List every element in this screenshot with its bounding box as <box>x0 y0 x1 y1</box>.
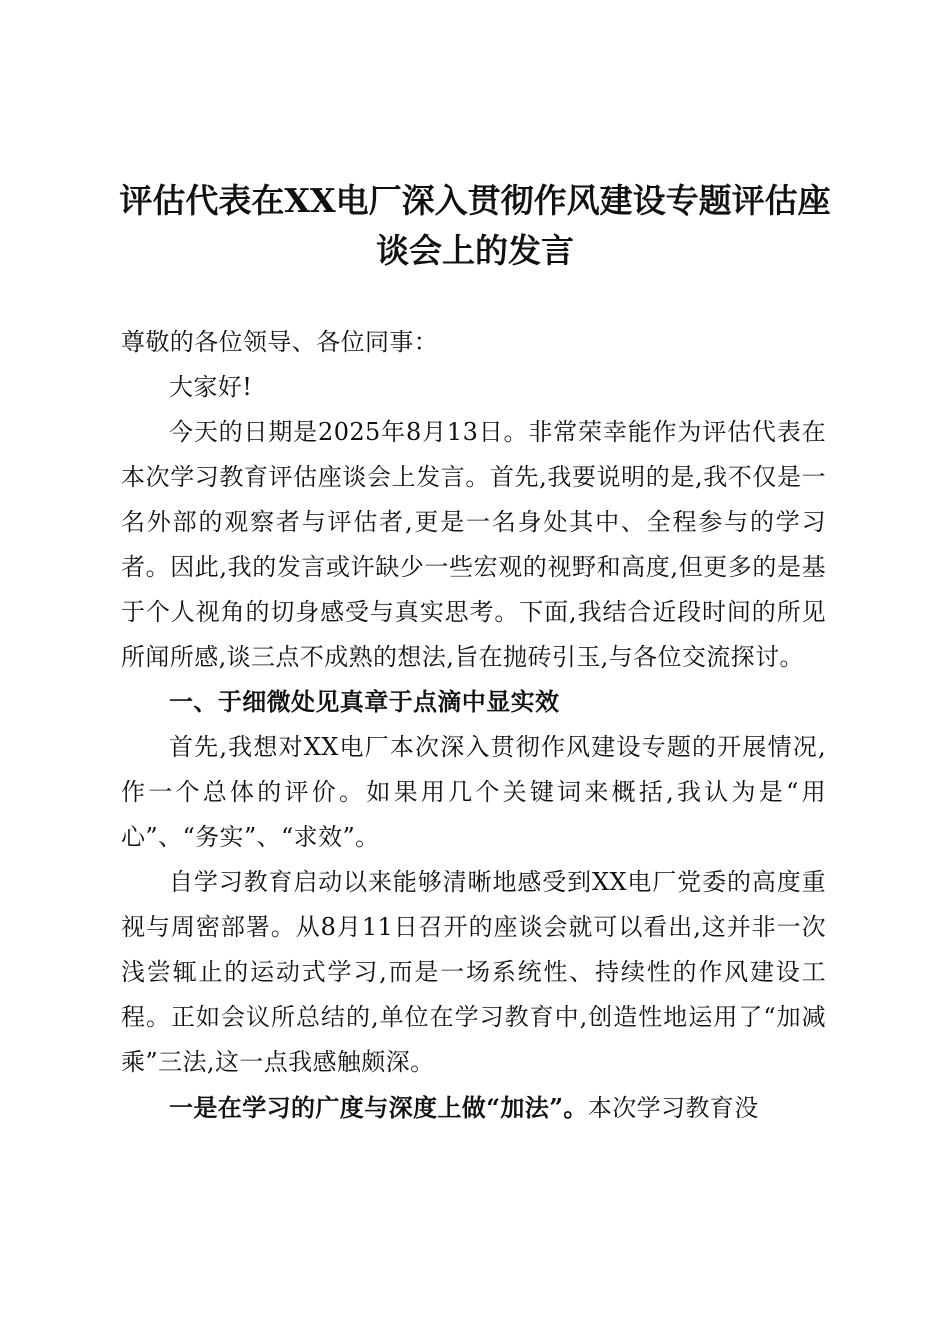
intro-paragraph: 今天的日期是2025年8月13日。非常荣幸能作为评估代表在本次学习教育评估座谈会上发言。首先,我要说明的是,我不仅是一名外部的观察者与评估者,更是一名身处其中、全程参与的学习者。因此,我的发言或许缺少一些宏观的视野和高度,但更多的是基于个人视角的切身感受与真实思考。下面,我结合近段时间的所见所闻所感,谈三点不成熟的想法,旨在抛砖引玉,与各位交流探讨。 <box>121 418 826 671</box>
paragraph-lead-bold: 一是在学习的广度与深度上做“加法”。 <box>169 1093 588 1122</box>
salutation: 尊敬的各位领导、各位同事： <box>121 328 439 356</box>
greeting: 大家好! <box>169 373 253 401</box>
paragraph-text: 本次学习教育没 <box>587 1094 759 1122</box>
section-heading-1: 一、于细微处见真章于点滴中显实效 <box>169 688 560 716</box>
section1-paragraph-1: 首先,我想对XX电厂本次深入贯彻作风建设专题的开展情况,作一个总体的评价。如果用几个关键词来概括,我认为是“用心”、“务实”、“求效”。 <box>121 733 826 851</box>
section1-paragraph-3 <box>121 1085 826 1131</box>
section1-paragraph-2: 自学习教育启动以来能够清晰地感受到XX电厂党委的高度重视与周密部署。从8月11日召开的座谈会就可以看出,这并非一次浅尝辄止的运动式学习,而是一场系统性、持续性的作风建设工程。正如会议所总结的,单位在学习教育中,创造性地运用了“加减乘”三法,这一点我感触颇深。 <box>121 868 826 1076</box>
document-body <box>121 320 826 1131</box>
document-title: 评估代表在XX电厂深入贯彻作风建设专题评估座谈会上的发言 <box>119 181 831 270</box>
